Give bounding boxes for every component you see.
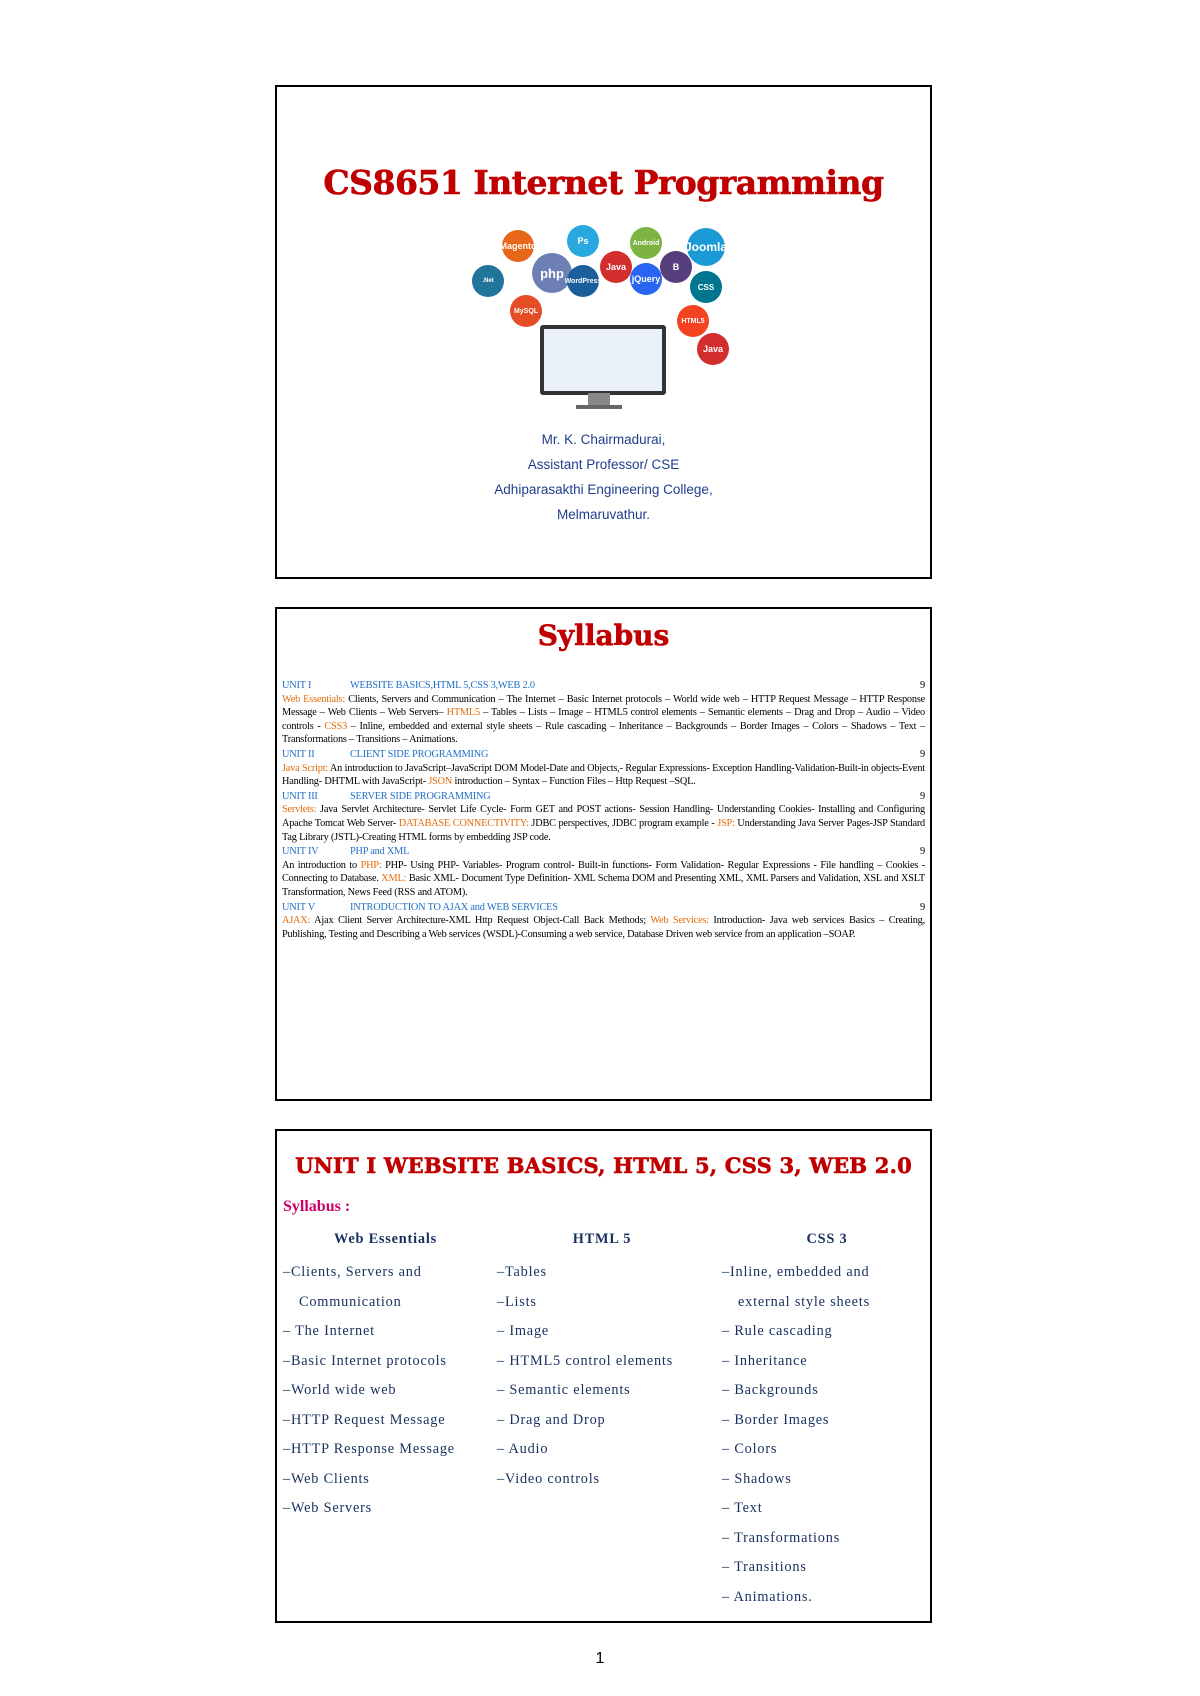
unit-hours: 9 — [920, 901, 925, 913]
css3-icon: jQuery — [630, 263, 662, 295]
topic-item: – Border Images — [722, 1411, 830, 1428]
topic-text: – Inline, embedded and external style sheets – Rule cascading – Inheritance – Backgrounds – Border Images – Colors – Shadows – Text – Transformations – Transitions – Animations. — [282, 720, 925, 746]
column-web-essentials — [283, 1231, 488, 1524]
unit-title: INTRODUCTION TO AJAX and WEB SERVICES — [350, 901, 558, 913]
unit-hours: 9 — [920, 790, 925, 802]
syllabus-units — [282, 679, 925, 942]
topic-text: An introduction to — [282, 859, 361, 871]
topic-item: –Web Servers — [283, 1500, 373, 1516]
topic-text: Java Servlet Architecture- Servlet Life Cycle- Form GET and POST actions- Session Handling- Understanding Cookies- Installing and Configuring Apache Tomcat Web Server- — [282, 804, 925, 829]
unit-description — [282, 859, 925, 900]
unit-number: UNIT III — [282, 790, 318, 802]
syllabus-title: Syllabus — [537, 619, 670, 652]
unit-one-slide — [275, 1129, 932, 1623]
column-html5 — [497, 1231, 707, 1494]
author-block — [277, 427, 930, 527]
topic-item: –Tables — [497, 1264, 547, 1280]
topic-item: –Lists — [497, 1293, 537, 1310]
joomla-icon: HTML5 — [677, 305, 709, 337]
topic-keyword: AJAX: — [282, 915, 311, 927]
unit-description — [282, 914, 925, 941]
topic-item: – Shadows — [722, 1470, 792, 1487]
html5-icon: MySQL — [510, 295, 542, 327]
bootstrap-icon: B — [660, 251, 692, 283]
unit-hours: 9 — [920, 680, 925, 691]
topic-keyword: Java Script: — [282, 762, 329, 774]
topic-keyword: XML: — [381, 873, 407, 885]
topic-item: – Text — [722, 1500, 763, 1516]
topic-item: – Transformations — [722, 1529, 841, 1546]
java-icon: Java — [600, 251, 632, 283]
topic-keyword: PHP: — [360, 859, 382, 871]
title-slide — [275, 85, 932, 579]
topic-keyword: Servlets: — [282, 804, 317, 816]
topic-item: –Inline, embedded and — [722, 1264, 870, 1280]
topic-item: – Transitions — [722, 1559, 807, 1575]
column-header: Web Essentials — [334, 1231, 437, 1247]
topic-item: Communication — [299, 1293, 402, 1310]
page-number: 1 — [595, 1650, 605, 1667]
topic-keyword: CSS3 — [324, 720, 348, 732]
author-name: Mr. K. Chairmadurai, — [541, 432, 666, 447]
unit-one-subtitle: Syllabus : — [283, 1198, 351, 1215]
jquery-icon: WordPress — [567, 265, 599, 297]
column-header: CSS 3 — [806, 1231, 848, 1247]
topic-item: – The Internet — [283, 1323, 375, 1339]
java-icon-2: Java — [697, 333, 729, 365]
topic-keyword: Web Essentials: — [282, 693, 346, 705]
topic-item: –World wide web — [283, 1382, 397, 1398]
topic-item: – Inheritance — [722, 1352, 808, 1369]
magento-icon: Magento — [502, 230, 534, 262]
photoshop-icon: Ps — [567, 225, 599, 257]
topic-text: An introduction to JavaScript–JavaScript DOM Model-Date and Objects,- Regular Expressions- Exception Handling-Validation-Built-in objects-Event Handling- DHTML with JavaScript- — [282, 762, 925, 788]
topic-text: introduction – Syntax – Function Files – Http Request –SQL. — [452, 776, 696, 788]
unit-heading — [282, 845, 925, 859]
topic-keyword: JSP: — [717, 817, 735, 829]
topic-text: Introduction- Java web services Basics – Creating, Publishing, Testing and Describing a Web services (WSDL)-Consuming a web service, Database Driven web service from an application –SOAP. — [282, 915, 925, 940]
topic-item: – Backgrounds — [722, 1382, 819, 1398]
topic-text: Basic XML- Document Type Definition- XML Schema DOM and Presenting XML, XML Parsers and Validation, XSL and XSLT Transformation, News Feed (RSS and ATOM). — [282, 873, 925, 898]
unit-hours: 9 — [920, 748, 925, 760]
unit-title: WEBSITE BASICS,HTML 5,CSS 3,WEB 2.0 — [350, 680, 535, 691]
topic-item: – Animations. — [722, 1588, 813, 1605]
topic-text: PHP- Using PHP- Variables- Program control- Built-in functions- Form Validation- Regular Expressions - File handling – Cookies - Connecting to Database. — [282, 859, 925, 885]
unit-number: UNIT I — [282, 680, 312, 691]
unit-hours: 9 — [920, 846, 925, 858]
unit-description — [282, 693, 925, 747]
unit-description — [282, 803, 925, 844]
unit-heading — [282, 748, 925, 762]
topic-item: external style sheets — [738, 1293, 870, 1310]
topic-keyword: Web Services: — [650, 915, 709, 927]
topic-item: –HTTP Request Message — [283, 1411, 446, 1428]
column-header: HTML 5 — [572, 1231, 632, 1247]
unit-number: UNIT IV — [282, 846, 319, 858]
topic-text: Understanding Java Server Pages-JSP Standard Tag Library (JSTL)-Creating HTML forms by embedding JSP code. — [282, 817, 925, 843]
topic-text: Ajax Client Server Architecture-XML Http Request Object-Call Back Methods; — [310, 915, 651, 927]
topic-item: –Video controls — [497, 1470, 600, 1487]
author-location: Melmaruvathur. — [556, 507, 651, 522]
unit-title: CLIENT SIDE PROGRAMMING — [350, 748, 489, 760]
topic-item: – Semantic elements — [497, 1382, 631, 1398]
column-css3 — [722, 1231, 932, 1612]
syllabus-slide — [275, 607, 932, 1101]
topic-item: – HTML5 control elements — [497, 1352, 674, 1369]
topic-item: –Web Clients — [283, 1470, 370, 1487]
unit-number: UNIT V — [282, 901, 316, 913]
topic-item: –Basic Internet protocols — [283, 1352, 447, 1369]
topic-item: –Clients, Servers and — [283, 1264, 422, 1280]
technology-logo-collage — [472, 225, 728, 415]
unit-heading — [282, 679, 925, 693]
dotnet-icon: Joomla — [687, 228, 725, 266]
course-title: CS8651 Internet Programming — [323, 163, 884, 202]
unit-one-title: UNIT I WEBSITE BASICS, HTML 5, CSS 3, WEB 2.0 — [295, 1153, 912, 1178]
topic-keyword: DATABASE CONNECTIVITY: — [398, 817, 529, 829]
monitor-stand — [588, 393, 610, 405]
topic-item: – Audio — [497, 1441, 549, 1457]
wordpress-icon: .Net — [472, 265, 504, 297]
unit-number: UNIT II — [282, 748, 315, 760]
author-college: Adhiparasakthi Engineering College, — [494, 482, 713, 497]
unit-heading — [282, 790, 925, 804]
monitor-base — [576, 405, 622, 409]
topic-text: – Tables – Lists – Image – HTML5 control elements – Semantic elements – Drag and Drop – Audio – Video controls - — [282, 707, 925, 732]
android-icon: Android — [630, 227, 662, 259]
topic-text: Clients, Servers and Communication – The Internet – Basic Internet protocols – World wide web – HTTP Request Message – HTTP Response Message – Web Clients – Web Servers– — [282, 693, 925, 719]
topic-item: – Image — [497, 1323, 550, 1339]
unit-title: SERVER SIDE PROGRAMMING — [350, 790, 491, 802]
monitor-icon — [540, 325, 666, 395]
author-designation: Assistant Professor/ CSE — [527, 457, 680, 472]
topic-item: – Colors — [722, 1441, 778, 1457]
topic-item: – Drag and Drop — [497, 1411, 606, 1428]
mysql-icon: CSS — [690, 271, 722, 303]
topic-keyword: JSON — [428, 776, 453, 788]
php-icon: php — [532, 253, 572, 293]
unit-title: PHP and XML — [350, 846, 410, 858]
topic-keyword: HTML5 — [446, 707, 480, 719]
topic-text: JDBC perspectives, JDBC program example - — [528, 817, 718, 829]
topic-item: –HTTP Response Message — [283, 1441, 455, 1457]
topic-item: – Rule cascading — [722, 1323, 833, 1339]
unit-heading — [282, 901, 925, 915]
unit-description — [282, 762, 925, 789]
